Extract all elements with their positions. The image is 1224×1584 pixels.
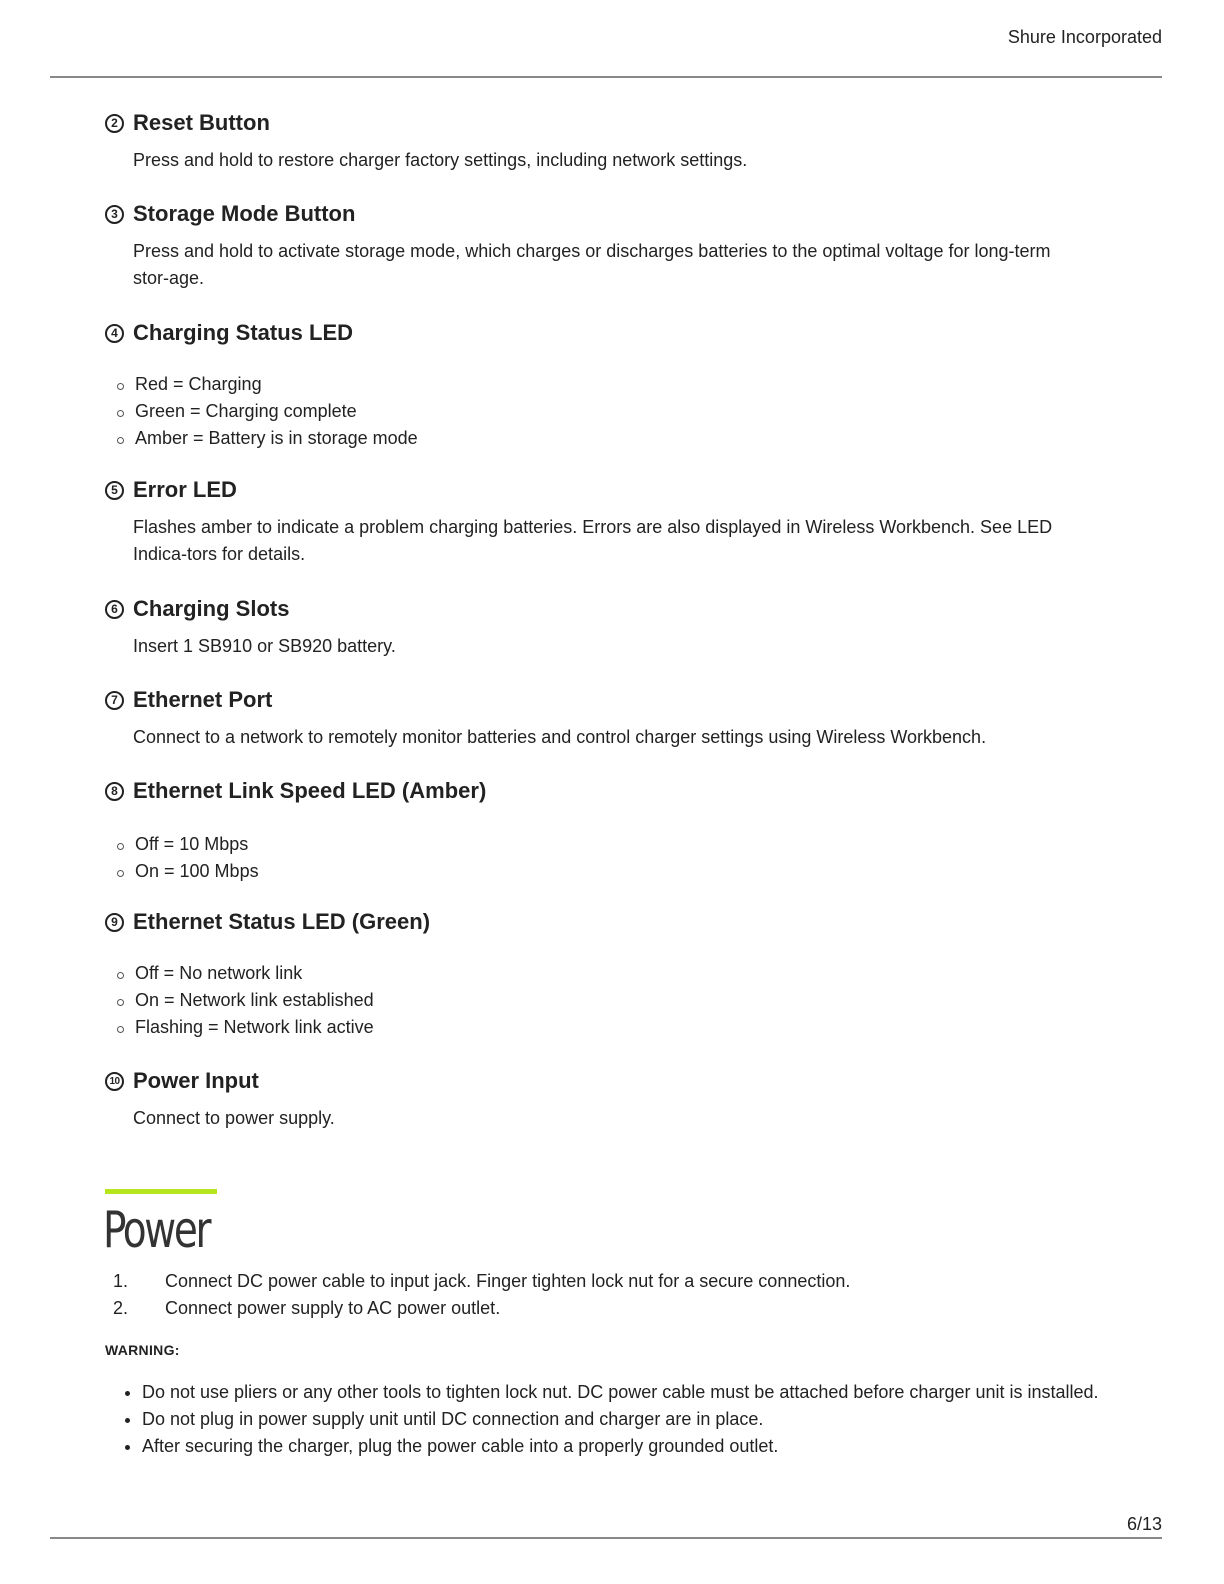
section-ethernet-status-led [105, 907, 1115, 1041]
section-error-led [105, 475, 1115, 568]
section-ethernet-link-speed-led [105, 776, 1115, 885]
step-number: 1. [112, 1271, 128, 1291]
section-description: Press and hold to restore charger factory settings, including network settings. [133, 150, 748, 170]
list-item: Flashing = Network link active [117, 1014, 1115, 1041]
section-title: Charging Status LED [133, 320, 354, 345]
number-badge: 9 [105, 913, 124, 932]
header-divider [50, 76, 1162, 78]
list-item: Red = Charging [117, 371, 1115, 398]
description-line: Flashes amber to indicate a problem charging batteries. Errors are also displayed in Wireless Workbench. See LED Indica-tors for details. [133, 517, 1053, 564]
section-heading [105, 594, 1115, 624]
number-badge: 10 [105, 1072, 124, 1091]
section-description: Connect to power supply. [133, 1108, 335, 1128]
step-item [105, 1295, 850, 1322]
page-number: 6/13 [1126, 1514, 1162, 1534]
warning-item: Do not use pliers or any other tools to tighten lock nut. DC power cable must be attached before charger unit is installed. [105, 1379, 1099, 1406]
status-list [117, 960, 1115, 1041]
section-heading [105, 475, 1115, 505]
section-title: Power Input [133, 1068, 259, 1093]
list-item: Off = No network link [117, 960, 1115, 987]
number-badge: 8 [105, 782, 124, 801]
section-heading [105, 108, 1115, 138]
section-title: Charging Slots [133, 596, 290, 621]
section-heading [105, 776, 1115, 806]
section-ethernet-port [105, 685, 1115, 751]
section-power-input [105, 1066, 1115, 1132]
number-badge: 2 [105, 114, 124, 133]
list-item: On = Network link established [117, 987, 1115, 1014]
section-title: Reset Button [133, 110, 270, 135]
section-title: Ethernet Port [133, 687, 273, 712]
status-list [117, 371, 1115, 452]
number-badge: 3 [105, 205, 124, 224]
section-description [133, 238, 1108, 292]
number-badge: 7 [105, 691, 124, 710]
section-title: Storage Mode Button [133, 201, 356, 226]
section-charging-status-led [105, 318, 1115, 452]
section-description: Insert 1 SB910 or SB920 battery. [133, 636, 396, 656]
section-storage-mode-button [105, 199, 1115, 292]
status-list [117, 831, 1115, 885]
warning-list [105, 1379, 1099, 1460]
section-title: Ethernet Link Speed LED (Amber) [133, 778, 487, 803]
step-text: Connect power supply to AC power outlet. [165, 1298, 501, 1318]
power-heading: Power [103, 1201, 210, 1259]
section-title: Ethernet Status LED (Green) [133, 909, 431, 934]
number-badge: 6 [105, 600, 124, 619]
list-item: Green = Charging complete [117, 398, 1115, 425]
number-badge: 5 [105, 481, 124, 500]
section-reset-button [105, 108, 1115, 174]
section-heading [105, 318, 1115, 348]
footer-divider [50, 1537, 1162, 1539]
section-heading [105, 907, 1115, 937]
warning-item: After securing the charger, plug the power cable into a properly grounded outlet. [105, 1433, 1099, 1460]
step-item [105, 1268, 850, 1295]
section-heading [105, 685, 1115, 715]
warning-label: WARNING: [105, 1342, 180, 1358]
description-line: Press and hold to activate storage mode, which charges or discharges batteries to the optimal voltage for long-term stor-age. [133, 241, 1051, 288]
step-text: Connect DC power cable to input jack. Finger tighten lock nut for a secure connection. [165, 1271, 851, 1291]
section-title: Error LED [133, 477, 237, 502]
section-heading [105, 199, 1115, 229]
section-description: Connect to a network to remotely monitor batteries and control charger settings using Wireless Workbench. [133, 727, 987, 747]
number-badge: 4 [105, 324, 124, 343]
section-charging-slots [105, 594, 1115, 660]
power-accent-bar [105, 1189, 217, 1194]
power-steps [105, 1268, 850, 1322]
section-heading [105, 1066, 1115, 1096]
step-number: 2. [112, 1298, 128, 1318]
header-company: Shure Incorporated [1007, 27, 1162, 47]
list-item: Amber = Battery is in storage mode [117, 425, 1115, 452]
list-item: On = 100 Mbps [117, 858, 1115, 885]
list-item: Off = 10 Mbps [117, 831, 1115, 858]
warning-item: Do not plug in power supply unit until DC connection and charger are in place. [105, 1406, 1099, 1433]
section-description [133, 514, 1108, 568]
